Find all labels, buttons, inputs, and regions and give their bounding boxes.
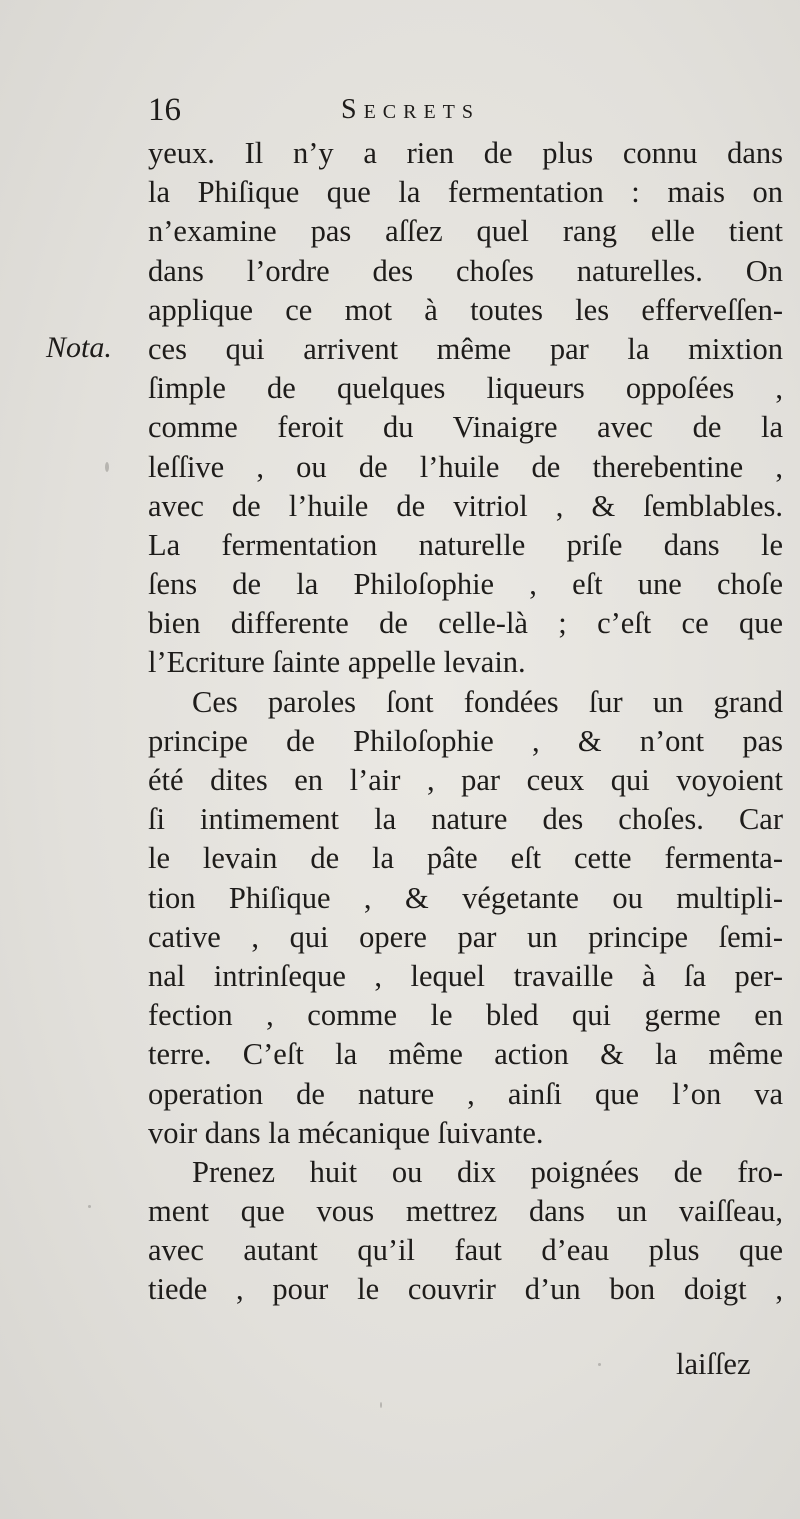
text-line: été dites en l’air , par ceux qui voyoient xyxy=(148,763,783,797)
paper-speck xyxy=(598,1363,601,1366)
text-line: ſens de la Philoſophie , eſt une choſe xyxy=(148,567,783,602)
text-line: Ces paroles ſont fondées ſur un grand xyxy=(192,684,783,719)
catchword: laiſſez xyxy=(676,1347,751,1381)
text-line: terre. C’eſt la même action & la même xyxy=(148,1037,783,1072)
text-line: n’examine pas aſſez quel rang elle tient xyxy=(148,214,783,249)
margin-note: Nota. xyxy=(46,331,112,364)
text-line: ſi intimement la nature des choſes. Car xyxy=(148,802,783,837)
text-line: avec autant qu’il faut d’eau plus que xyxy=(148,1233,783,1268)
text-line: cative , qui opere par un principe ſemi- xyxy=(148,919,783,954)
text-line: Prenez huit ou dix poignées de fro- xyxy=(192,1154,783,1189)
text-line: yeux. Il n’y a rien de plus connu dans xyxy=(148,136,783,170)
text-line: principe de Philoſophie , & n’ont pas xyxy=(148,723,783,758)
text-line: ment que vous mettrez dans un vaiſſeau, xyxy=(148,1194,783,1229)
text-line: tiede , pour le couvrir d’un bon doigt , xyxy=(148,1272,783,1307)
text-line: applique ce mot à toutes les efferveſſen- xyxy=(148,292,783,327)
text-line: bien differente de celle-là ; c’eſt ce que xyxy=(148,606,783,641)
text-line: ces qui arrivent même par la mixtion xyxy=(148,331,783,366)
text-line: avec de l’huile de vitriol , & ſemblables. xyxy=(148,488,783,523)
text-line: operation de nature , ainſi que l’on va xyxy=(148,1076,783,1111)
text-line: voir dans la mécanique ſuivante. xyxy=(148,1115,544,1150)
text-line: l’Ecriture ſainte appelle levain. xyxy=(148,645,526,680)
text-line: ſimple de quelques liqueurs oppoſées , xyxy=(148,371,783,406)
paper-speck xyxy=(105,462,109,472)
text-line: le levain de la pâte eſt cette fermenta- xyxy=(148,841,783,876)
text-line: fection , comme le bled qui germe en xyxy=(148,998,783,1033)
page-header xyxy=(148,88,748,132)
text-line: comme feroit du Vinaigre avec de la xyxy=(148,410,783,445)
text-line: nal intrinſeque , lequel travaille à ſa per- xyxy=(148,958,783,993)
paper-speck xyxy=(380,1402,382,1408)
text-line: la Phiſique que la fermentation : mais on xyxy=(148,175,783,210)
text-line: tion Phiſique , & végetante ou multipli- xyxy=(148,880,783,915)
text-line: La fermentation naturelle priſe dans le xyxy=(148,527,783,562)
running-head: Secrets xyxy=(341,94,481,125)
body-text xyxy=(148,134,783,1310)
text-line: leſſive , ou de l’huile de therebentine , xyxy=(148,449,783,484)
text-line: dans l’ordre des choſes naturelles. On xyxy=(148,253,783,288)
paper-speck xyxy=(88,1205,91,1208)
page-number: 16 xyxy=(148,92,181,128)
